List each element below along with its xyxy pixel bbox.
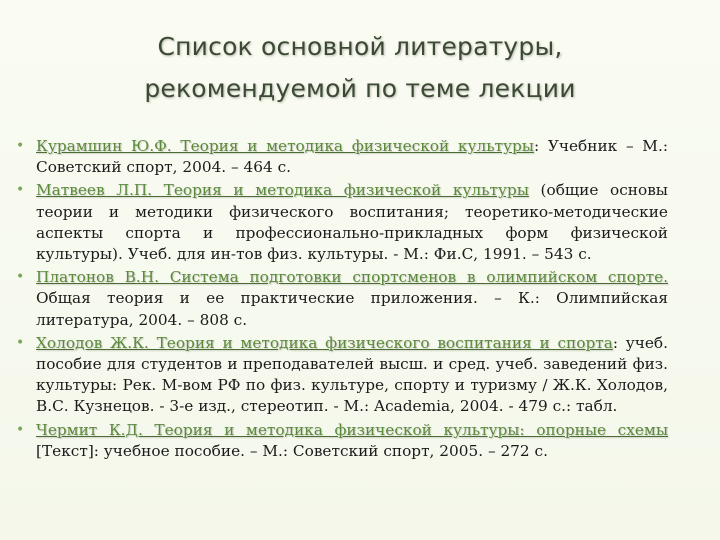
reference-list: [16, 136, 668, 464]
list-item: [16, 180, 668, 265]
reference-details: [Текст]: учебное пособие. – М.: Советский спорт, 2005. – 272 с.: [36, 441, 548, 460]
title-line-2: рекомендуемой по теме лекции: [144, 74, 576, 103]
slide-title: [0, 26, 720, 110]
reference-link[interactable]: Курамшин Ю.Ф. Теория и методика физической культуры: [36, 137, 534, 155]
bullet-icon: •: [16, 182, 25, 199]
reference-details: Общая теория и ее практические приложения. – К.: Олимпийская литература, 2004. – 808 с.: [36, 289, 668, 329]
reference-link[interactable]: Холодов Ж.К. Теория и методика физического воспитания и спорта: [36, 333, 613, 352]
bullet-icon: •: [16, 269, 25, 286]
list-item: [16, 136, 668, 178]
list-item: [16, 267, 668, 331]
reference-details: : учеб. пособие для студентов и преподавателей высш. и сред. учеб. заведений физ. культуры: Рек. М-вом РФ по физ. культуре, спорту и туризму / Ж.К. Холодов, В.С. Кузнецов. - 3-е изд., стереотип. - М.: Academia, 2004. - 479 с.: табл.: [36, 333, 668, 416]
reference-link[interactable]: Чермит К.Д. Теория и методика физической культуры: опорные схемы: [36, 420, 668, 439]
reference-link[interactable]: Платонов В.Н. Система подготовки спортсменов в олимпийском спорте.: [36, 268, 668, 287]
reference-details: : Учебник – М.: Советский спорт, 2004. – 464 с.: [36, 137, 668, 177]
list-item: [16, 333, 668, 418]
bullet-icon: •: [16, 334, 25, 351]
bullet-icon: •: [16, 138, 25, 154]
reference-details: (общие основы теории и методики физического воспитания; теоретико-методические аспекты спорта и профессионально-прикладных форм физической культуры). Учеб. для ин-тов физ. культуры. - М.: Фи.С, 1991. – 543 с.: [36, 181, 668, 264]
list-item: [16, 420, 668, 462]
title-line-1: Список основной литературы,: [157, 32, 563, 61]
reference-link[interactable]: Матвеев Л.П. Теория и методика физической культуры: [36, 181, 529, 200]
bullet-icon: •: [16, 421, 25, 438]
